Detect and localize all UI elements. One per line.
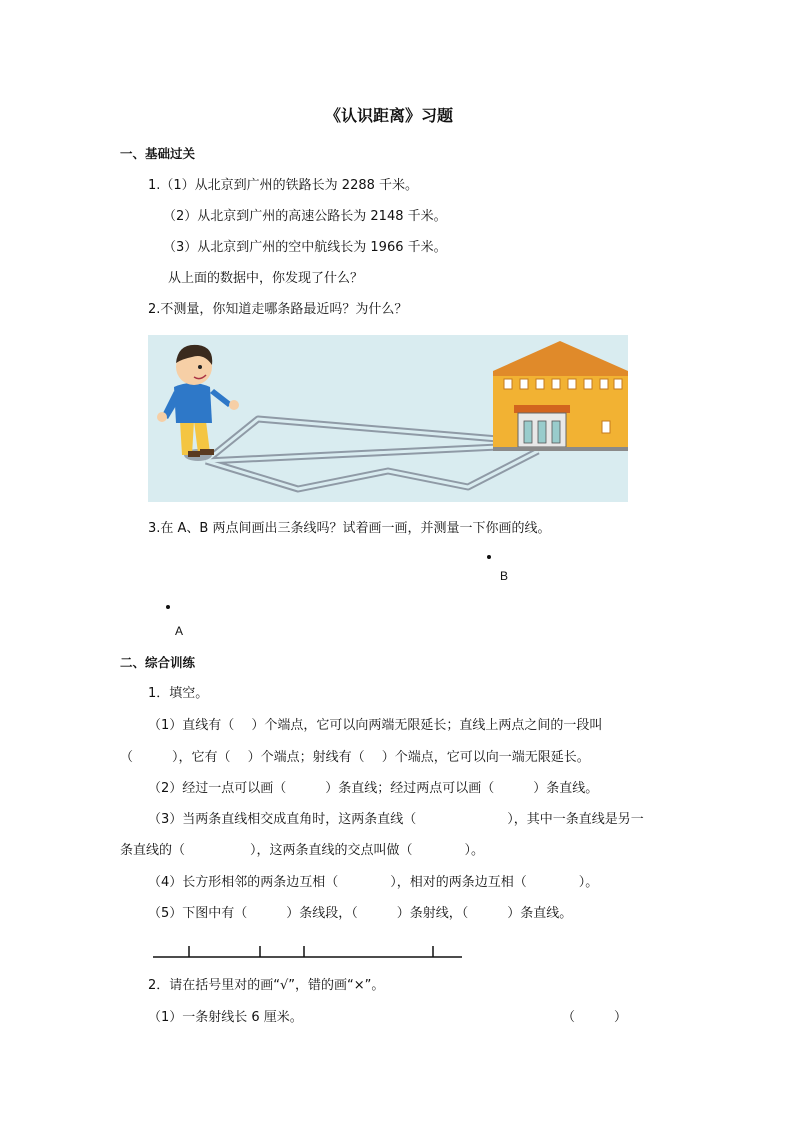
page-title: 《认识距离》习题 [325,106,454,125]
answer-parenthesis: （ ） [562,1010,628,1025]
q3-text: 3.在 A、B 两点间画出三条线吗？试着画一画，并测量一下你画的线。 [148,521,551,536]
q1-line-4: 从上面的数据中，你发现了什么？ [168,271,364,286]
q1-line-3: （3）从北京到广州的空中航线长为 1966 千米。 [163,240,447,255]
fill-in-line-5: 条直线的（ ），这两条直线的交点叫做（ ）。 [120,843,485,858]
point-b-dot [487,555,491,559]
fill-in-line-6: （4）长方形相邻的两条边互相（ ），相对的两条边互相（ ）。 [148,875,599,890]
point-a-dot [166,605,170,609]
section-heading-basic: 一、基础过关 [120,146,196,161]
section-heading-comprehensive: 二、综合训练 [120,655,196,670]
fill-in-line-7: （5）下图中有（ ）条线段，（ ）条射线，（ ）条直线。 [148,906,573,921]
point-a-label: A [175,624,184,638]
fill-in-title: 1．填空。 [148,686,209,701]
q1-line-1: 1.（1）从北京到广州的铁路长为 2288 千米。 [148,178,419,193]
fill-in-line-2: （ ），它有（ ）个端点；射线有（ ）个端点，它可以向一端无限延长。 [120,750,590,765]
point-b-label: B [500,569,509,583]
paths-illustration [148,335,628,502]
true-false-line-1: （1）一条射线长 6 厘米。 [148,1010,303,1025]
q1-line-2: （2）从北京到广州的高速公路长为 2148 千米。 [163,209,447,224]
fill-in-line-1: （1）直线有（ ）个端点，它可以向两端无限延长；直线上两点之间的一段叫 [148,718,603,733]
line-segment-figure [150,940,470,964]
fill-in-line-4: （3）当两条直线相交成直角时，这两条直线（ ），其中一条直线是另一 [148,812,644,827]
fill-in-line-3: （2）经过一点可以画（ ）条直线；经过两点可以画（ ）条直线。 [148,781,599,796]
true-false-title: 2．请在括号里对的画“√”，错的画“×”。 [148,978,385,993]
q2-text: 2.不测量，你知道走哪条路最近吗？为什么？ [148,302,408,317]
